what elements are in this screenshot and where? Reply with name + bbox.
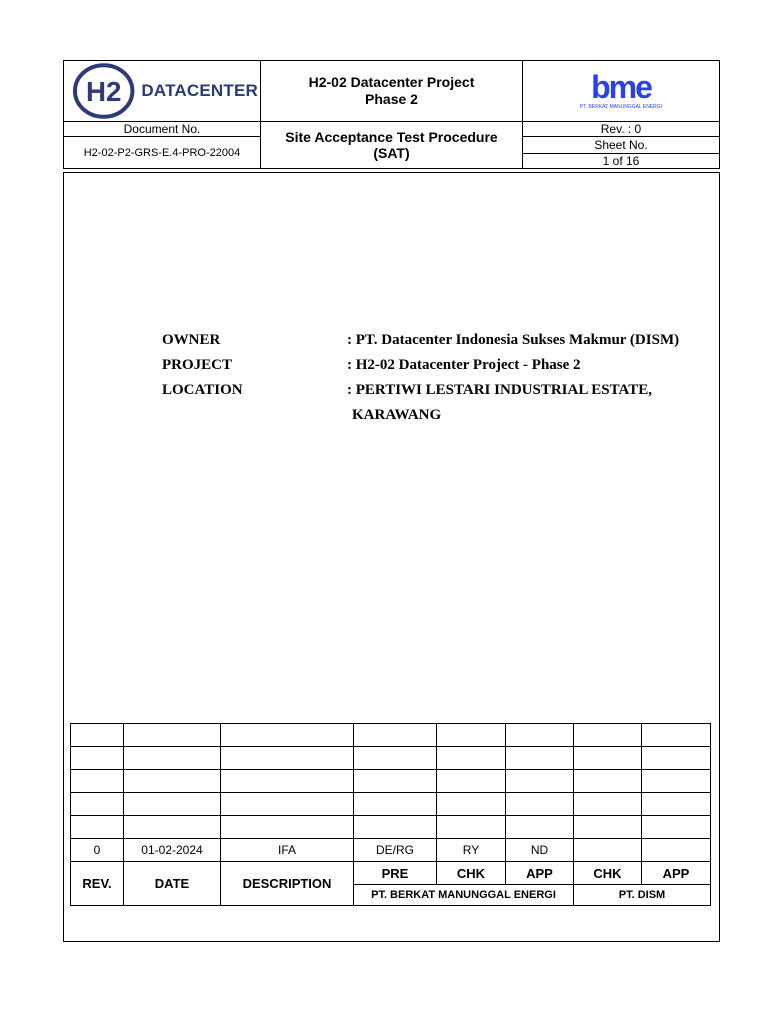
revision-row (71, 816, 711, 839)
location-value-line2: KARAWANG (352, 407, 442, 423)
revision-cell (642, 816, 711, 839)
revision-row (71, 839, 711, 862)
revision-row (71, 747, 711, 770)
bme-logo: bme PT. BERKAT MANUNGGAL ENERGI (579, 69, 663, 110)
revision-cell (574, 839, 642, 862)
revision-table (70, 723, 711, 906)
revision-cell (124, 793, 221, 816)
revision-cell (437, 724, 506, 747)
pre-header: PRE (354, 862, 437, 885)
logo-text: DATACENTER (141, 81, 258, 100)
revision-cell (221, 816, 354, 839)
revision-cell (124, 747, 221, 770)
revision-cell (506, 770, 574, 793)
revision-row (71, 770, 711, 793)
revision-cell (506, 793, 574, 816)
sheet-no: 1 of 16 (602, 154, 640, 168)
revision-cell (437, 770, 506, 793)
revision-cell: IFA (221, 839, 354, 862)
document-header (63, 60, 720, 169)
revision-cell (221, 747, 354, 770)
revision-cell (71, 747, 124, 770)
rev-header: REV. (71, 862, 124, 906)
revision-cell (221, 793, 354, 816)
revision-cell (506, 747, 574, 770)
revision-cell (437, 793, 506, 816)
document-title: Site Acceptance Test Procedure (SAT) (285, 129, 498, 161)
owner-value: : PT. Datacenter Indonesia Sukses Makmur (DISM) (347, 332, 680, 348)
revision-cell (642, 770, 711, 793)
revision-cell (124, 724, 221, 747)
revision-cell (642, 793, 711, 816)
app-header-dism: APP (642, 862, 711, 885)
revision-cell (642, 839, 711, 862)
location-label: LOCATION (162, 382, 243, 398)
revision-cell: 01-02-2024 (124, 839, 221, 862)
revision-cell (124, 770, 221, 793)
chk-header-dism: CHK (574, 862, 642, 885)
revision-cell (354, 747, 437, 770)
revision-cell (354, 816, 437, 839)
h2-logo-icon (72, 63, 135, 119)
revision-cell: RY (437, 839, 506, 862)
revision-cell: 0 (71, 839, 124, 862)
company-dism: PT. DISM (574, 885, 711, 906)
revision-cell (71, 724, 124, 747)
revision-cell (124, 816, 221, 839)
revision-row (71, 724, 711, 747)
revision-cell (221, 724, 354, 747)
project-value: : H2-02 Datacenter Project - Phase 2 (347, 357, 581, 373)
location-value-line1: : PERTIWI LESTARI INDUSTRIAL ESTATE, (347, 382, 652, 398)
revision-cell (221, 770, 354, 793)
revision-cell (71, 793, 124, 816)
revision-cell (71, 816, 124, 839)
owner-label: OWNER (162, 332, 221, 348)
revision-cell (354, 793, 437, 816)
revision-cell (642, 747, 711, 770)
revision-number: Rev. : 0 (600, 122, 642, 136)
company-bme: PT. BERKAT MANUNGGAL ENERGI (354, 885, 574, 906)
revision-cell (354, 770, 437, 793)
revision-cell (574, 816, 642, 839)
project-label: PROJECT (162, 357, 233, 373)
description-header: DESCRIPTION (221, 862, 354, 906)
revision-cell (574, 793, 642, 816)
revision-cell (71, 770, 124, 793)
app-header-bme: APP (506, 862, 574, 885)
document-no-label: Document No. (123, 122, 201, 136)
revision-cell (574, 747, 642, 770)
revision-cell (506, 816, 574, 839)
svg-text:H2: H2 (85, 75, 122, 107)
revision-row (71, 793, 711, 816)
revision-cell (642, 724, 711, 747)
revision-table-header-row (71, 862, 711, 885)
revision-cell (574, 770, 642, 793)
revision-cell (437, 816, 506, 839)
revision-cell (574, 724, 642, 747)
revision-cell: ND (506, 839, 574, 862)
h2-datacenter-logo (72, 63, 258, 119)
revision-cell (506, 724, 574, 747)
revision-cell (354, 724, 437, 747)
chk-header-bme: CHK (437, 862, 506, 885)
sheet-no-label: Sheet No. (594, 138, 648, 152)
revision-cell (437, 747, 506, 770)
document-no: H2-02-P2-GRS-E.4-PRO-22004 (83, 146, 241, 159)
date-header: DATE (124, 862, 221, 906)
revision-cell: DE/RG (354, 839, 437, 862)
project-title: H2-02 Datacenter Project Phase 2 (308, 74, 475, 107)
